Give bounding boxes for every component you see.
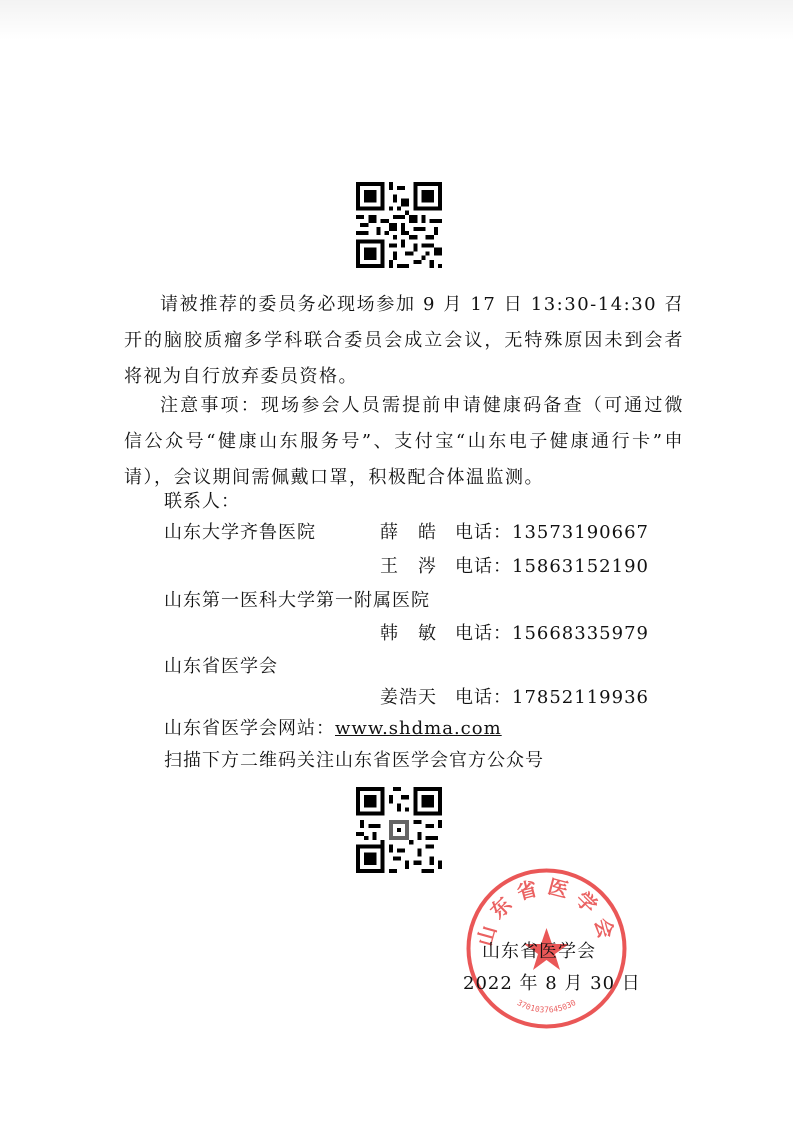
website-label: 山东省医学会网站： — [164, 718, 335, 739]
contact-institution: 山东大学齐鲁医院 — [164, 522, 316, 543]
contact-phone: 电话：15668335979 — [455, 623, 649, 644]
signature-organization: 山东省医学会 — [482, 941, 596, 962]
contact-name: 韩 敏 — [380, 623, 437, 644]
contact-name: 王 涔 — [380, 556, 437, 577]
contact-phone: 电话：15863152190 — [455, 556, 649, 577]
website-link[interactable]: www.shdma.com — [335, 718, 502, 739]
contact-phone: 电话：17852119936 — [455, 687, 649, 708]
paragraph-text: 注意事项：现场参会人员需提前申请健康码备查（可通过微信公众号“健康山东服务号”、支付宝“山东电子健康通行卡”申请），会议期间需佩戴口罩，积极配合体温监测。 — [124, 395, 684, 488]
scan-edge — [0, 0, 793, 40]
precautions-paragraph — [124, 388, 684, 496]
qr-code-bottom — [356, 787, 442, 873]
contact-phone: 电话：13573190667 — [455, 522, 649, 543]
qr-code-top — [356, 182, 442, 268]
paragraph-text: 请被推荐的委员务必现场参加 9 月 17 日 13:30-14:30 召开的脑胶质瘤多学科联合委员会成立会议，无特殊原因未到会者将视为自行放弃委员资格。 — [124, 294, 684, 387]
contact-institution: 山东第一医科大学第一附属医院 — [164, 590, 430, 611]
contacts-label: 联系人： — [164, 491, 240, 512]
meeting-notice-paragraph — [124, 287, 684, 395]
contact-name: 姜浩天 — [380, 687, 437, 708]
seal-number: 3701037645030 — [515, 998, 578, 1015]
qr-caption: 扫描下方二维码关注山东省医学会官方公众号 — [164, 750, 544, 771]
contact-institution: 山东省医学会 — [164, 656, 278, 677]
seal-arc-text: 山东省医学会 — [472, 874, 621, 949]
qr-code-icon — [356, 182, 442, 268]
signature-date: 2022 年 8 月 30 日 — [463, 973, 641, 994]
website-line — [164, 714, 502, 740]
contact-name: 薛 皓 — [380, 522, 437, 543]
qr-code-icon — [356, 787, 442, 873]
